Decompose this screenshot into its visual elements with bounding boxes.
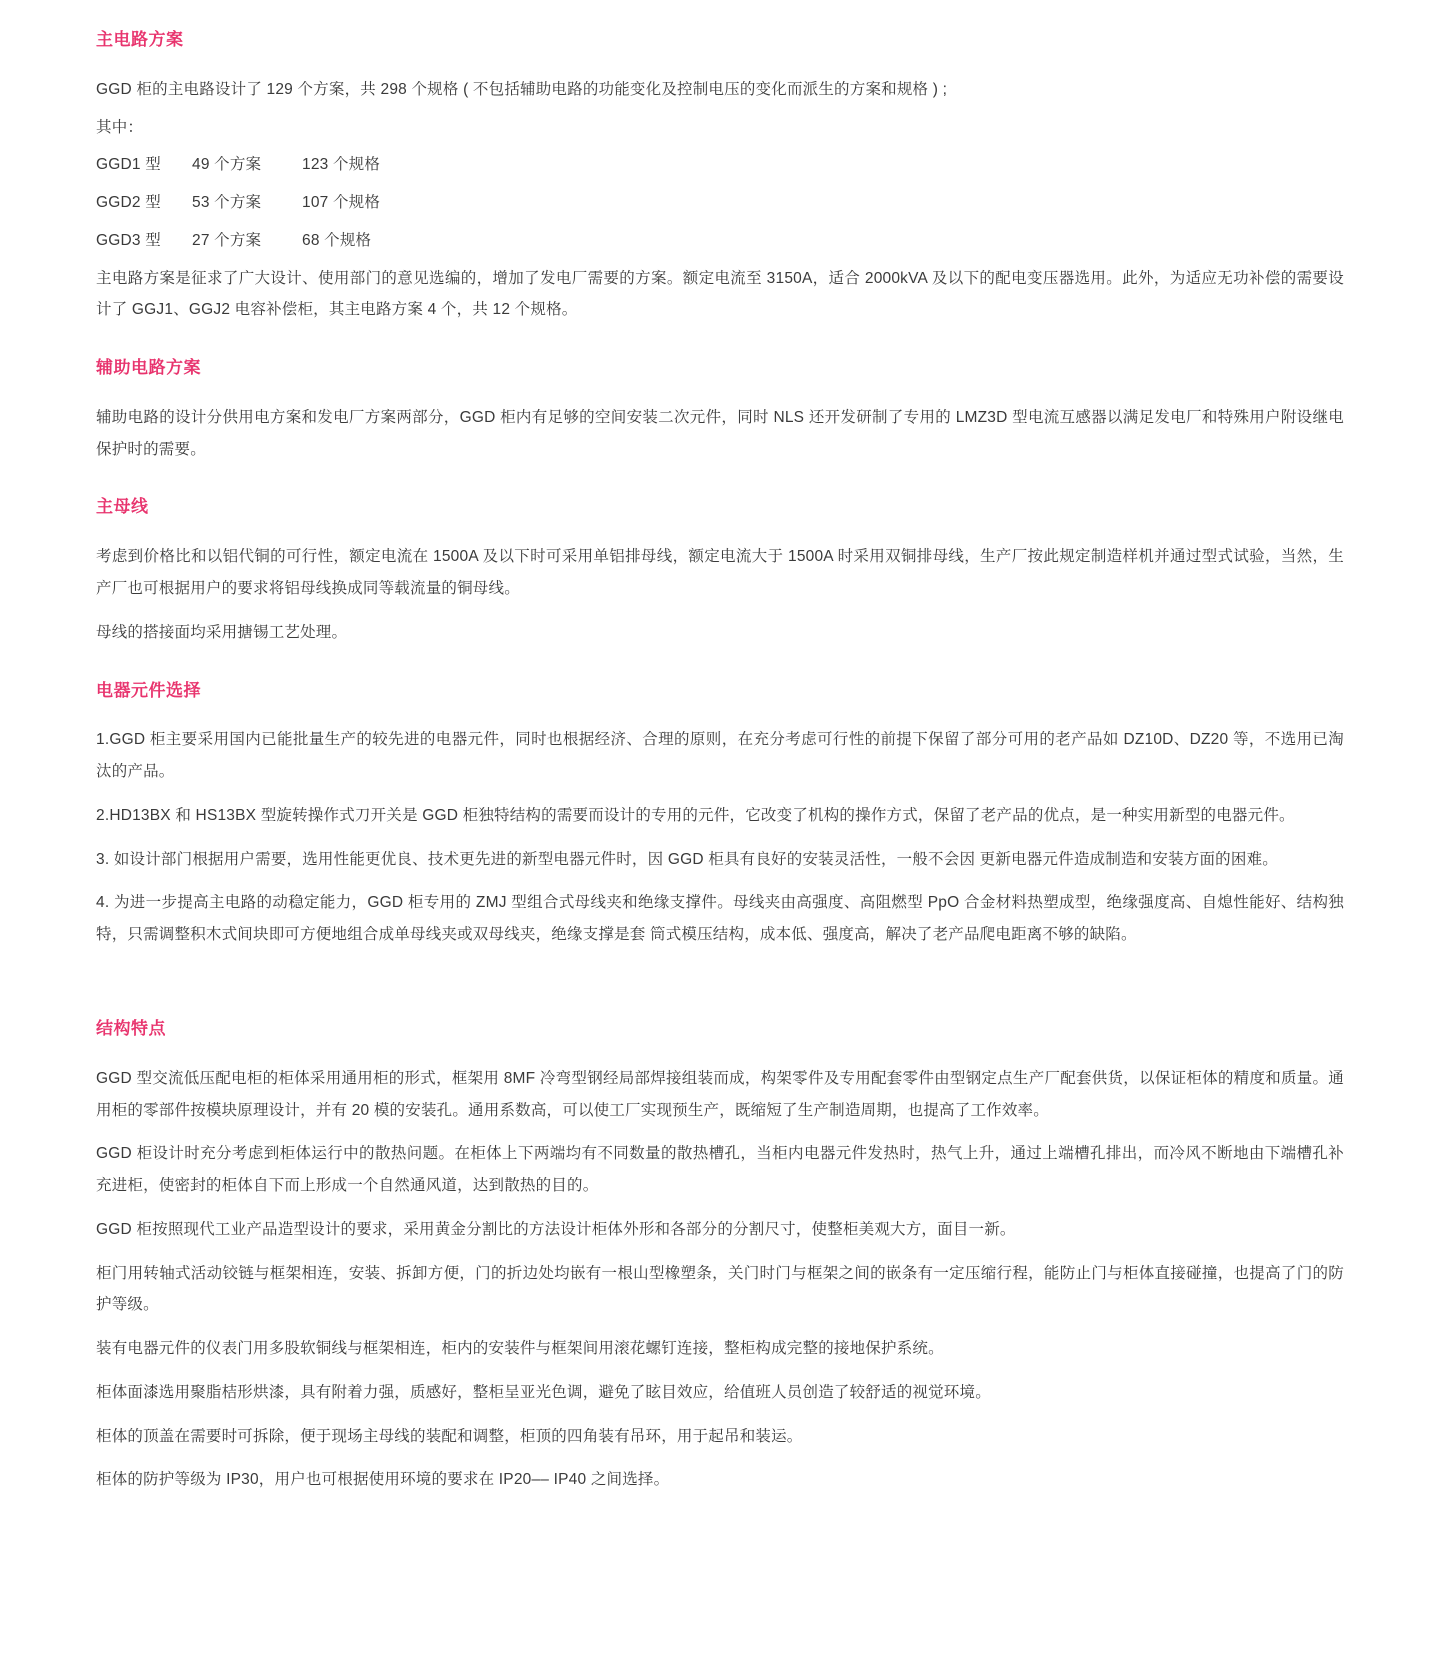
paragraph: 其中： <box>96 118 144 136</box>
section-heading: 辅助电路方案 <box>96 358 201 378</box>
spec-specs: 107 个规格 <box>302 194 381 212</box>
paragraph: GGD 柜设计时充分考虑到柜体运行中的散热问题。在柜体上下两端均有不同数量的散热槽孔，当柜内电器元件发热时，热气上升，通过上端槽孔排出，而冷风不断地由下端槽孔补充进柜，使密封的柜体自下而上形成一个自然通风道，达到散热的目的。 <box>96 1145 1344 1195</box>
section-heading: 主电路方案 <box>96 30 184 49</box>
spec-model: GGD1 型 <box>96 156 161 174</box>
spec-specs: 123 个规格 <box>302 156 381 174</box>
spec-row <box>96 225 1344 257</box>
spec-row <box>96 149 1344 181</box>
paragraph: 装有电器元件的仪表门用多股软铜线与框架相连，柜内的安装件与框架间用滚花螺钉连接，整柜构成完整的接地保护系统。 <box>96 1340 944 1358</box>
paragraph: GGD 型交流低压配电柜的柜体采用通用柜的形式，框架用 8MF 冷弯型钢经局部焊接组装而成，构架零件及专用配套零件由型钢定点生产厂配套供货，以保证柜体的精度和质量。通用柜的零部件按模块原理设计，并有 20 模的安装孔。通用系数高，可以使工厂实现预生产，既缩短了生产制造周期，也提高了工作效率。 <box>96 1069 1344 1119</box>
paragraph: 母线的搭接面均采用搪锡工艺处理。 <box>96 623 348 641</box>
paragraph: 辅助电路的设计分供用电方案和发电厂方案两部分，GGD 柜内有足够的空间安装二次元件，同时 NLS 还开发研制了专用的 LMZ3D 型电流互感器以满足发电厂和特殊用户附设继电保护时的需要。 <box>96 408 1344 458</box>
spec-plans: 53 个方案 <box>192 194 262 212</box>
spec-model: GGD3 型 <box>96 231 161 249</box>
section-main-busbar <box>96 495 1344 648</box>
paragraph: 3. 如设计部门根据用户需要，选用性能更优良、技术更先进的新型电器元件时，因 GGD 柜具有良好的安装灵活性，一般不会因 更新电器元件造成制造和安装方面的困难。 <box>96 850 1278 868</box>
section-auxiliary-circuit-plan <box>96 356 1344 465</box>
paragraph: 1.GGD 柜主要采用国内已能批量生产的较先进的电器元件，同时也根据经济、合理的原则，在充分考虑可行性的前提下保留了部分可用的老产品如 DZ10D、DZ20 等，不选用已淘汰的产品。 <box>96 731 1344 781</box>
paragraph: 4. 为进一步提高主电路的动稳定能力，GGD 柜专用的 ZMJ 型组合式母线夹和绝缘支撑件。母线夹由高强度、高阻燃型 PpO 合金材料热塑成型，绝缘强度高、自熄性能好、结构独特，只需调整积木式间块即可方便地组合成单母线夹或双母线夹，绝缘支撑是套 筒式模压结构，成本低、强度高，解决了老产品爬电距离不够的缺陷。 <box>96 894 1344 944</box>
paragraph: 柜体的防护等级为 IP30，用户也可根据使用环境的要求在 IP20–– IP40 之间选择。 <box>96 1471 670 1489</box>
paragraph: 柜门用转轴式活动铰链与框架相连，安装、拆卸方便，门的折边处均嵌有一根山型橡塑条，关门时门与框架之间的嵌条有一定压缩行程，能防止门与柜体直接碰撞，也提高了门的防护等级。 <box>96 1264 1344 1314</box>
section-main-circuit-plan <box>96 28 1344 326</box>
paragraph: 柜体面漆选用聚脂桔形烘漆，具有附着力强，质感好，整柜呈亚光色调，避免了眩目效应，给值班人员创造了较舒适的视觉环境。 <box>96 1383 991 1401</box>
paragraph: 柜体的顶盖在需要时可拆除，便于现场主母线的装配和调整，柜顶的四角装有吊环，用于起吊和装运。 <box>96 1427 803 1445</box>
spec-specs: 68 个规格 <box>302 231 372 249</box>
paragraph: 考虑到价格比和以铝代铜的可行性，额定电流在 1500A 及以下时可采用单铝排母线，额定电流大于 1500A 时采用双铜排母线，生产厂按此规定制造样机并通过型式试验，当然，生产厂也可根据用户的要求将铝母线换成同等载流量的铜母线。 <box>96 548 1344 598</box>
section-heading: 结构特点 <box>96 1018 166 1038</box>
spec-model: GGD2 型 <box>96 194 161 212</box>
paragraph: GGD 柜按照现代工业产品造型设计的要求，采用黄金分割比的方法设计柜体外形和各部分的分割尺寸，使整柜美观大方，面目一新。 <box>96 1220 1016 1238</box>
paragraph: GGD 柜的主电路设计了 129 个方案，共 298 个规格 ( 不包括辅助电路的功能变化及控制电压的变化而派生的方案和规格 ) ; <box>96 80 948 98</box>
paragraph: 2.HD13BX 和 HS13BX 型旋转操作式刀开关是 GGD 柜独特结构的需要而设计的专用的元件，它改变了机构的操作方式，保留了老产品的优点，是一种实用新型的电器元件。 <box>96 806 1295 824</box>
section-heading: 电器元件选择 <box>96 680 201 700</box>
spec-plans: 49 个方案 <box>192 156 262 174</box>
paragraph: 主电路方案是征求了广大设计、使用部门的意见选编的，增加了发电厂需要的方案。额定电流至 3150A，适合 2000kVA 及以下的配电变压器选用。此外，为适应无功补偿的需要设计了 GGJ1、GGJ2 电容补偿柜，其主电路方案 4 个，共 12 个规格。 <box>96 269 1344 319</box>
section-heading: 主母线 <box>96 497 149 517</box>
spec-plans: 27 个方案 <box>192 231 262 249</box>
section-component-selection <box>96 679 1344 951</box>
section-structural-features <box>96 1017 1344 1496</box>
spec-row <box>96 187 1344 219</box>
